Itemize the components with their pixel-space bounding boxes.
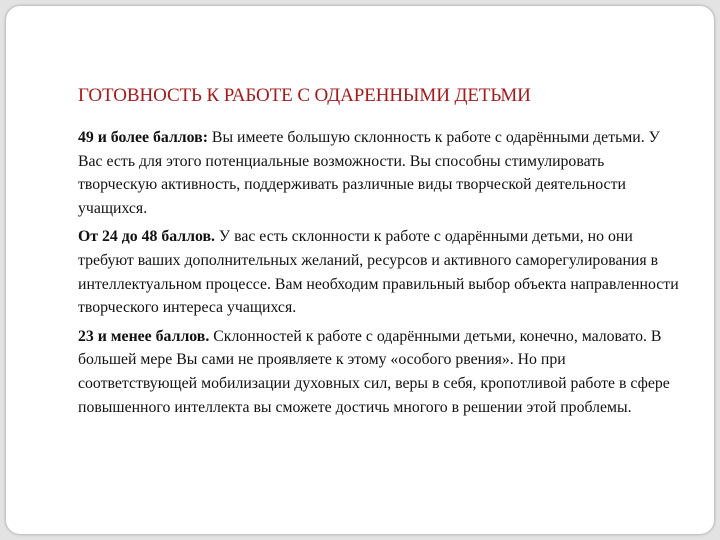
paragraph-high-score (78, 126, 684, 220)
paragraph-mid-score (78, 225, 684, 319)
paragraph-lead: 23 и менее баллов. (78, 327, 210, 345)
paragraph-text: У вас есть склонности к работе с одарёнными детьми, но они требуют ваших дополнительных желаний, ресурсов и активного саморегулирования в интеллектуальном процессе. Вам необходим правильный выбор объекта направленности творческого интереса учащихся. (78, 228, 679, 317)
paragraph-text: Вы имеете большую склонность к работе с одарёнными детьми. У Вас есть для этого потенциальные возможности. Вы способны стимулировать творческую активность, поддерживать различные виды творческой деятельности учащихся. (78, 129, 660, 217)
paragraph-lead: 49 и более баллов: (78, 129, 208, 146)
slide (6, 6, 714, 534)
paragraph-lead: От 24 до 48 баллов. (78, 228, 215, 246)
paragraph-text: Склонностей к работе с одарёнными детьми, конечно, маловато. В большей мере Вы сами не проявляете к этому «особого рвения». Но при соответствующей мобилизации духовных сил, веры в себя, кропотливой работе в сфере повышенного интеллекта вы сможете достичь многого в решении этой проблемы. (78, 327, 670, 416)
paragraph-low-score (78, 325, 684, 419)
slide-title: ГОТОВНОСТЬ К РАБОТЕ С ОДАРЕННЫМИ ДЕТЬМИ (78, 85, 531, 106)
slide-content (78, 126, 684, 424)
